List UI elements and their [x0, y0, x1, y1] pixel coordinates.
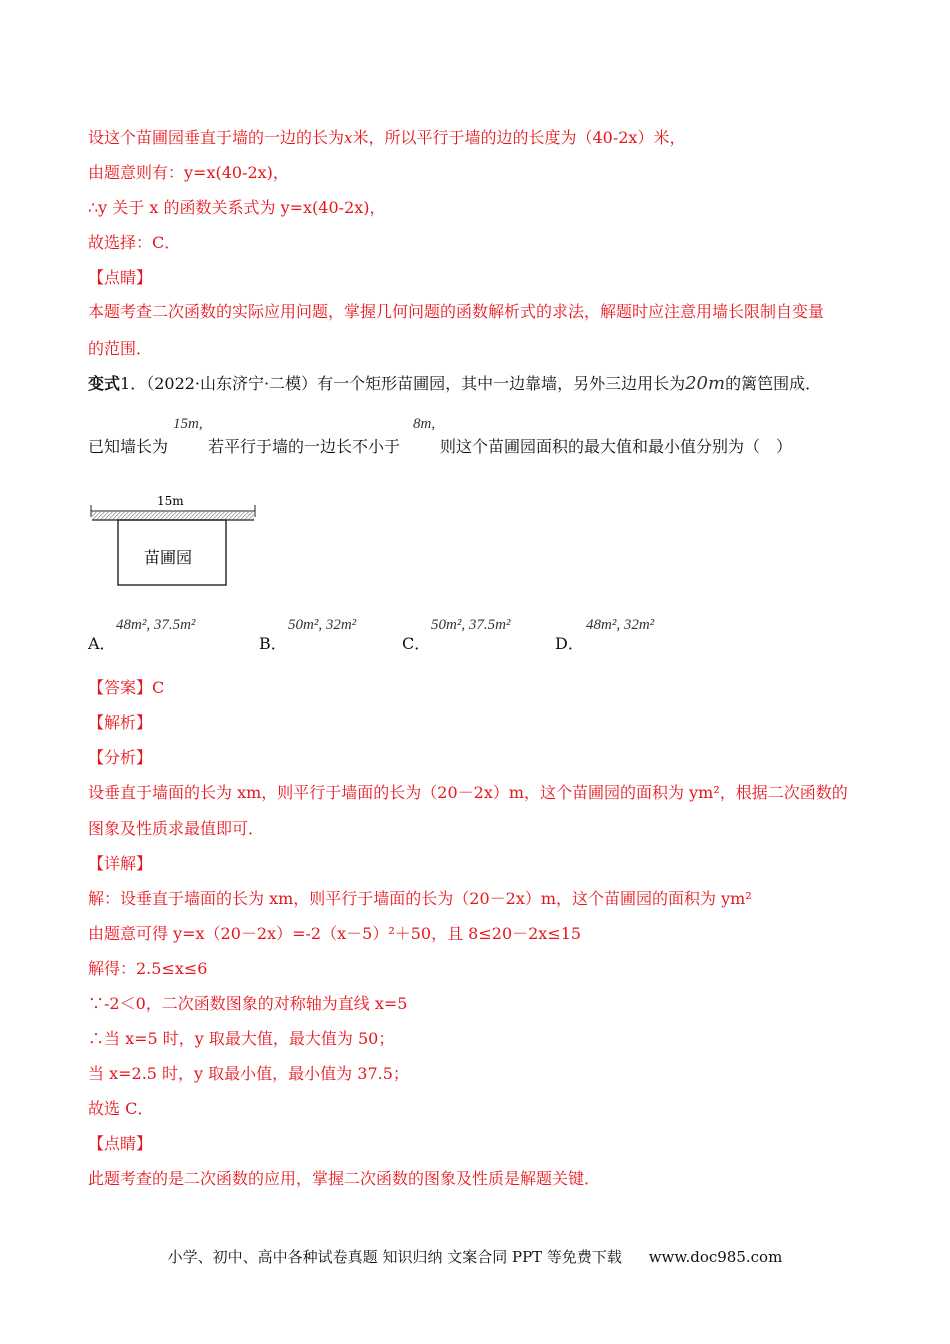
math-8m: 8m, [413, 416, 436, 432]
problem-text-2c: 则这个苗圃园面积的最大值和最小值分别为（ ） [440, 437, 793, 456]
jiexi-label: 【解析】 [88, 713, 153, 732]
wall-hatch [92, 512, 254, 520]
solution-line-1-text: 设这个苗圃园垂直于墙的一边的长为 [88, 128, 345, 147]
step-6: 当 x=2.5 时，y 取最小值，最小值为 37.5； [88, 1064, 409, 1083]
option-c-value[interactable]: 50m², 37.5m² [431, 617, 511, 633]
math-15m: 15m, [173, 416, 203, 432]
answer-label: 【答案】 [88, 678, 153, 697]
option-b-letter[interactable]: B． [259, 634, 287, 653]
dianjing-text-bottom: 此题考查的是二次函数的应用，掌握二次函数的图象及性质是解题关键． [88, 1169, 601, 1188]
solution-line-1 [88, 128, 685, 148]
option-a-letter[interactable]: A． [88, 634, 116, 653]
math-20m: 20m [685, 373, 726, 394]
xiangjie-label: 【详解】 [88, 854, 153, 873]
variable-x: x [344, 129, 353, 147]
option-d-letter[interactable]: D． [555, 634, 584, 653]
fenxi-text-1: 设垂直于墙面的长为 xm，则平行于墙面的长为（20－2x）m，这个苗圃园的面积为 ym²，根据二次函数的 [88, 783, 848, 802]
solution-line-3: ∴y 关于 x 的函数关系式为 y=x(40-2x)， [88, 198, 386, 217]
option-b-value[interactable]: 50m², 32m² [288, 617, 357, 633]
step-3: 解得：2.5≤x≤6 [88, 959, 208, 978]
problem-label: 变式 [88, 374, 121, 393]
wall-label: 15m [157, 494, 184, 508]
garden-label: 苗圃园 [144, 548, 193, 567]
solution-line-2: 由题意则有：y=x(40-2x)， [88, 163, 289, 182]
dianjing-label-bottom: 【点睛】 [88, 1134, 153, 1153]
solution-line-1-rest: 米，所以平行于墙的边的长度为（40-2x）米， [352, 128, 686, 147]
option-a-value[interactable]: 48m², 37.5m² [116, 617, 196, 633]
step-7: 故选 C． [88, 1099, 154, 1118]
problem-text-1-end: 的篱笆围成． [725, 374, 822, 393]
fenxi-label: 【分析】 [88, 748, 153, 767]
step-4: ∵-2＜0，二次函数图象的对称轴为直线 x=5 [88, 994, 408, 1013]
option-c-letter[interactable]: C． [402, 634, 431, 653]
step-5: ∴当 x=5 时，y 取最大值，最大值为 50； [88, 1029, 395, 1048]
footer-text: 小学、初中、高中各种试卷真题 知识归纳 文案合同 PPT 等免费下载 [167, 1248, 622, 1266]
problem-text-2a: 已知墙长为 [88, 437, 169, 456]
solution-line-4: 故选择：C． [88, 233, 181, 252]
step-1: 解：设垂直于墙面的长为 xm，则平行于墙面的长为（20－2x）m，这个苗圃园的面积为 ym² [88, 889, 752, 908]
problem-text-1: （2022·山东济宁·二模）有一个矩形苗圃园，其中一边靠墙，另外三边用长为 [146, 374, 686, 393]
answer-value: C [152, 678, 165, 697]
problem-line-1 [88, 374, 821, 394]
problem-text-2b: 若平行于墙的一边长不小于 [208, 437, 401, 456]
answer-line [88, 678, 164, 698]
garden-figure [88, 492, 258, 592]
dianjing-text-top-2: 的范围． [88, 339, 153, 358]
step-2: 由题意可得 y=x（20－2x）=-2（x－5）²＋50，且 8≤20－2x≤15 [88, 924, 582, 943]
problem-number: 1． [120, 374, 147, 393]
dianjing-text-top-1: 本题考查二次函数的实际应用问题，掌握几何问题的函数解析式的求法，解题时应注意用墙长限制自变量 [88, 302, 825, 321]
fenxi-text-2: 图象及性质求最值即可． [88, 819, 265, 838]
page-footer [0, 1246, 950, 1267]
footer-url[interactable]: www.doc985.com [648, 1248, 783, 1266]
dianjing-label-top: 【点睛】 [88, 268, 153, 287]
option-d-value[interactable]: 48m², 32m² [586, 617, 655, 633]
